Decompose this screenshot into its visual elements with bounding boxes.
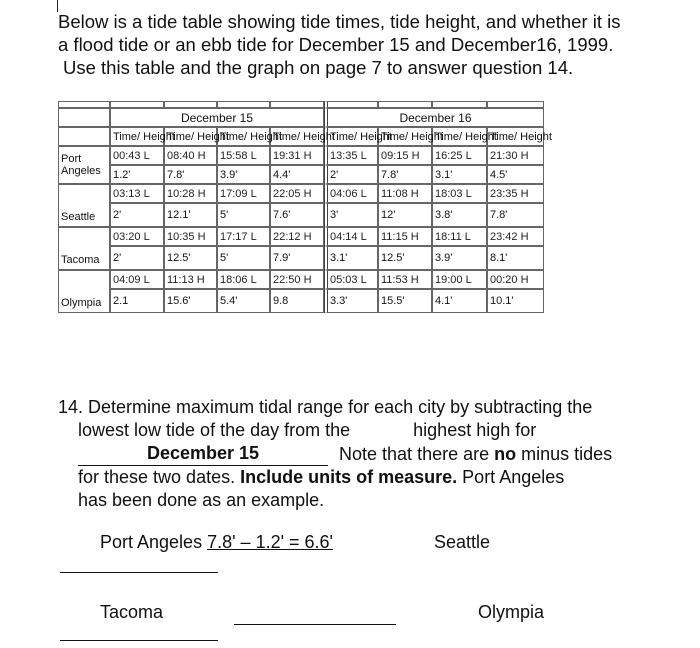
table-cell: 15.6' [164,289,217,313]
table-cell: 3.9' [217,165,270,184]
table-cell: 4.5' [487,165,544,184]
table-cell: 7.6' [270,203,324,227]
table-cell: 3' [324,203,378,227]
table-cell: 16:25 L [432,146,487,165]
intro-line-1: Below is a tide table showing tide times, tide height, and whether it is [58,11,621,32]
table-cell: 19:31 H [270,146,324,165]
table-cell: 04:09 L [110,270,164,289]
table-cell: 12.5' [164,246,217,270]
tacoma-answer-line[interactable] [234,624,396,625]
table-cell: 15.5' [378,289,432,313]
col-header: Time/ Height [270,127,324,146]
question-14 [58,396,668,512]
col-header: Time/ Height [164,127,217,146]
table-cell: 4.1' [432,289,487,313]
table-cell: 23:42 H [487,227,544,246]
table-cell: 23:35 H [487,184,544,203]
question-line-1: 14. Determine maximum tidal range for each city by subtracting the [58,397,593,417]
table-cell: 09:15 H [378,146,432,165]
intro-line-3: Use this table and the graph on page 7 to answer question 14. [63,57,574,78]
table-cell: 1.2' [110,165,164,184]
col-header: Time/ Height [432,127,487,146]
table-cell: 5.4' [217,289,270,313]
table-cell: 17:17 L [217,227,270,246]
table-cell: 11:08 H [378,184,432,203]
example-answer: Port Angeles 7.8' – 1.2' = 6.6' [100,532,333,552]
table-cell: 00:20 H [487,270,544,289]
col-header: Time/ Height [217,127,270,146]
table-cell: 7.8' [164,165,217,184]
table-cell: 5' [217,203,270,227]
table-cell: 3.1' [432,165,487,184]
table-cell: 10:28 H [164,184,217,203]
table-cell: 03:20 L [110,227,164,246]
table-cell: 8.1' [487,246,544,270]
table-cell: 00:43 L [110,146,164,165]
table-cell: 04:06 L [324,184,378,203]
city-name: Tacoma [58,227,110,270]
olympia-answer-line[interactable] [60,640,218,641]
table-cell: 18:03 L [432,184,487,203]
table-cell: 12.5' [378,246,432,270]
col-header: Time/ Height [487,127,544,146]
table-cell: 22:05 H [270,184,324,203]
olympia-label: Olympia [478,602,545,622]
date-dec-16: December 16 [324,108,544,127]
table-cell: 2' [110,246,164,270]
table-cell: 3.3' [324,289,378,313]
table-cell: 18:06 L [217,270,270,289]
table-cell: 3.8' [432,203,487,227]
table-cell: 18:11 L [432,227,487,246]
table-cell: 12' [378,203,432,227]
table-cell: 11:15 H [378,227,432,246]
table-cell: 19:00 L [432,270,487,289]
table-cell: 05:03 L [324,270,378,289]
table-cell: 2.1 [110,289,164,313]
table-cell: 17:09 L [217,184,270,203]
tacoma-label: Tacoma [100,602,164,622]
question-line-2: lowest low tide of the day from the highest high for [78,420,537,440]
table-cell: 11:53 H [378,270,432,289]
city-name: Seattle [58,184,110,227]
date-dec-15: December 15 [110,108,324,127]
question-line-3: December 15 Note that there are no minus tides [58,442,668,466]
intro-paragraph [58,10,678,79]
table-cell: 04:14 L [324,227,378,246]
table-cell: 08:40 H [164,146,217,165]
tide-table [58,101,552,313]
table-cell: 9.8 [270,289,324,313]
corner-cell [58,108,110,127]
table-cell: 4.4' [270,165,324,184]
table-cell: 03:13 L [110,184,164,203]
table-cell: 22:50 H [270,270,324,289]
col-header: Time/ Height [378,127,432,146]
city-name: Olympia [58,270,110,313]
table-cell: 10.1' [487,289,544,313]
table-cell: 13:35 L [324,146,378,165]
table-cell: 3.1' [324,246,378,270]
table-cell: 5' [217,246,270,270]
seattle-label: Seattle [434,532,491,552]
table-cell: 21:30 H [487,146,544,165]
table-cell: 10:35 H [164,227,217,246]
table-cell: 22:12 H [270,227,324,246]
question-line-4: for these two dates. Include units of measure. Port Angeles [78,467,565,487]
seattle-answer-line[interactable] [60,572,218,573]
table-cell: 7.8' [378,165,432,184]
table-cell: 7.9' [270,246,324,270]
table-cell: 12.1' [164,203,217,227]
table-cell: 3.9' [432,246,487,270]
date-blank: December 15 [78,442,328,466]
col-header: Time/ Height [110,127,164,146]
table-cell: 15:58 L [217,146,270,165]
example-value: 7.8' – 1.2' = 6.6' [207,532,333,552]
intro-line-2: a flood tide or an ebb tide for December 15 and December16, 1999. [58,34,614,55]
table-cell: 2' [110,203,164,227]
table-cell: 2' [324,165,378,184]
question-line-5: has been done as an example. [78,490,325,510]
col-header: Time/ Height [324,127,378,146]
table-cell: 11:13 H [164,270,217,289]
table-cell: 7.8' [487,203,544,227]
city-name: Port Angeles [58,146,110,184]
